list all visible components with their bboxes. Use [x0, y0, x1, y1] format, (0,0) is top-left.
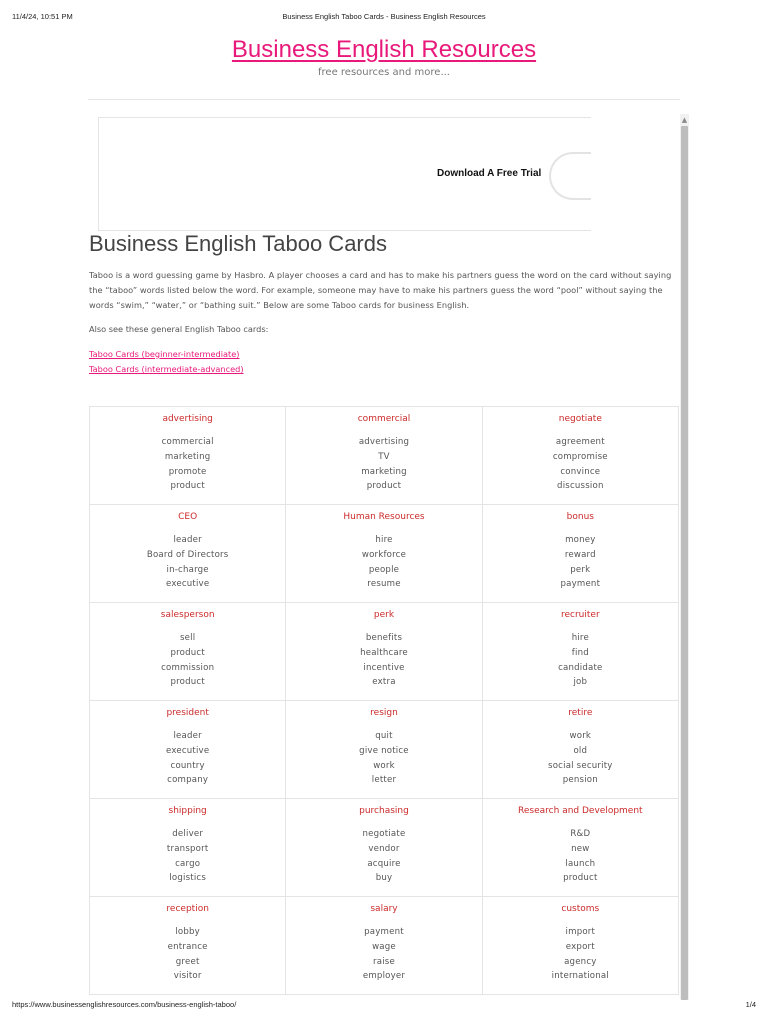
taboo-word: payment [560, 579, 601, 590]
taboo-word: perk [570, 564, 591, 575]
taboo-word: workforce [361, 549, 407, 560]
link-taboo-beginner[interactable]: Taboo Cards (beginner-intermediate) [89, 349, 240, 359]
card-word: CEO [178, 512, 198, 522]
page-title: Business English Taboo Cards [89, 231, 387, 256]
taboo-word: commercial [161, 437, 214, 447]
site-tagline: free resources and more... [318, 67, 450, 78]
taboo-word: hire [571, 633, 589, 643]
taboo-word: commission [161, 662, 215, 673]
taboo-card [90, 505, 286, 603]
taboo-word: product [170, 647, 205, 658]
taboo-word: product [563, 873, 598, 884]
taboo-word: job [573, 677, 588, 688]
taboo-word: entrance [167, 941, 208, 952]
taboo-word-list [483, 435, 678, 494]
taboo-word: agreement [555, 437, 605, 447]
taboo-word: old [573, 745, 588, 756]
taboo-word: executive [165, 745, 210, 756]
taboo-word: give notice [359, 745, 409, 756]
taboo-word: launch [565, 858, 596, 869]
taboo-word: Board of Directors [146, 549, 229, 560]
taboo-card [483, 603, 679, 701]
print-footer [12, 1000, 756, 1010]
taboo-word-list [90, 729, 285, 788]
taboo-word: resume [367, 579, 401, 590]
taboo-word-list [483, 827, 678, 886]
taboo-word: sell [179, 633, 196, 643]
taboo-word-list [90, 631, 285, 690]
print-datetime: 11/4/24, 10:51 PM [12, 12, 73, 21]
intro-paragraph: Taboo is a word guessing game by Hasbro. A player chooses a card and has to make his partners guess the word on the card without saying the “taboo” words listed below the word. For example, someone may have to make his partners guess the word “pool” without saying the words “swim,” “water,” or “bathing suit.” Below are some Taboo cards for business English. [89, 270, 672, 310]
taboo-card [483, 407, 679, 505]
taboo-word: product [170, 677, 205, 688]
taboo-word: candidate [558, 662, 603, 673]
taboo-word-list [286, 533, 481, 592]
taboo-word: incentive [363, 662, 405, 673]
site-title-link[interactable]: Business English Resources [231, 36, 537, 63]
taboo-word: logistics [169, 873, 207, 884]
taboo-word-list [483, 925, 678, 984]
card-word: advertising [162, 414, 213, 424]
article [89, 230, 679, 377]
taboo-word: healthcare [360, 647, 408, 658]
taboo-word: lobby [175, 927, 200, 937]
taboo-word-list [286, 631, 481, 690]
card-word: salary [370, 904, 398, 914]
taboo-word: discussion [557, 481, 604, 492]
taboo-word-list [90, 925, 285, 984]
taboo-word: negotiate [362, 829, 406, 839]
taboo-word: deliver [172, 829, 204, 839]
taboo-card [286, 505, 482, 603]
taboo-word: export [565, 941, 595, 952]
taboo-word: convince [560, 466, 601, 477]
card-word: shipping [168, 806, 207, 816]
taboo-word-list [483, 533, 678, 592]
taboo-word: advertising [358, 437, 410, 447]
taboo-word: marketing [164, 451, 211, 462]
taboo-word: work [569, 731, 592, 741]
card-word: bonus [566, 512, 594, 522]
taboo-word: greet [175, 956, 200, 967]
taboo-word: executive [165, 579, 210, 590]
ad-banner[interactable] [98, 117, 591, 231]
card-word: customs [561, 904, 600, 914]
taboo-card [286, 897, 482, 995]
card-word: commercial [357, 414, 411, 424]
taboo-card [286, 407, 482, 505]
taboo-card [286, 799, 482, 897]
card-word: negotiate [558, 414, 602, 424]
taboo-word: quit [375, 731, 393, 741]
print-page-number: 1/4 [745, 1000, 756, 1009]
ad-decoration [549, 152, 591, 200]
taboo-card [90, 799, 286, 897]
taboo-word-list [286, 729, 481, 788]
taboo-word: extra [372, 677, 396, 688]
taboo-word: compromise [552, 451, 608, 462]
taboo-word: work [373, 760, 395, 771]
taboo-card [90, 897, 286, 995]
taboo-word: letter [371, 775, 397, 786]
card-word: reception [166, 904, 209, 914]
taboo-word: promote [168, 466, 207, 477]
taboo-links [89, 347, 679, 377]
taboo-word-list [483, 631, 678, 690]
taboo-word: buy [375, 873, 393, 884]
print-header [12, 12, 756, 22]
card-word: resign [370, 708, 398, 718]
taboo-word: new [571, 843, 590, 854]
taboo-card [90, 701, 286, 799]
taboo-word: pension [562, 775, 598, 786]
taboo-word: agency [564, 956, 597, 967]
also-see-text: Also see these general English Taboo cards: [89, 324, 269, 334]
taboo-word: visitor [173, 971, 202, 982]
taboo-word: country [170, 760, 205, 771]
scrollbar[interactable] [680, 114, 689, 1000]
print-url: https://www.businessenglishresources.com/business-english-taboo/ [12, 1000, 237, 1009]
scrollbar-thumb[interactable] [681, 126, 688, 1000]
taboo-card [286, 603, 482, 701]
taboo-word: acquire [367, 858, 401, 869]
taboo-word: international [551, 971, 609, 982]
card-word: salesperson [160, 610, 215, 620]
taboo-word: leader [173, 535, 202, 545]
taboo-word-list [483, 729, 678, 788]
taboo-card [483, 505, 679, 603]
taboo-card [483, 701, 679, 799]
ad-download-link[interactable]: Download A Free Trial [437, 168, 542, 179]
taboo-word: find [571, 647, 589, 658]
card-word: recruiter [560, 610, 600, 620]
taboo-word-list [286, 827, 481, 886]
card-word: perk [373, 610, 395, 620]
taboo-card [483, 897, 679, 995]
taboo-word: people [368, 564, 400, 575]
header-divider [88, 99, 680, 100]
taboo-cards-grid [89, 406, 679, 995]
taboo-card [286, 701, 482, 799]
taboo-word: raise [373, 956, 395, 967]
taboo-word-list [90, 435, 285, 494]
taboo-word: employer [362, 971, 406, 982]
taboo-word: R&D [570, 829, 591, 839]
taboo-word: leader [173, 731, 202, 741]
scroll-up-arrow-icon[interactable]: ▲ [681, 116, 688, 124]
taboo-card [90, 603, 286, 701]
card-word: retire [568, 708, 593, 718]
taboo-word: vendor [368, 843, 400, 854]
taboo-word: reward [564, 549, 596, 560]
taboo-word: marketing [361, 466, 407, 477]
site-header [0, 36, 768, 78]
taboo-word-list [90, 827, 285, 886]
card-word: purchasing [359, 806, 409, 816]
taboo-word-list [90, 533, 285, 592]
taboo-word: money [565, 535, 596, 545]
taboo-word: social security [548, 760, 613, 771]
taboo-word: transport [166, 843, 209, 854]
card-word: Human Resources [343, 512, 425, 522]
card-word: president [166, 708, 209, 718]
taboo-card [90, 407, 286, 505]
taboo-word: wage [372, 941, 396, 952]
taboo-word: in-charge [166, 564, 209, 575]
card-word: Research and Development [518, 806, 643, 816]
print-document-title: Business English Taboo Cards - Business English Resources [282, 12, 486, 21]
taboo-word: payment [364, 927, 404, 937]
taboo-word: product [366, 481, 402, 492]
taboo-word: cargo [175, 858, 201, 869]
taboo-word: TV [378, 451, 390, 462]
taboo-word: company [167, 775, 209, 786]
taboo-card [483, 799, 679, 897]
taboo-word: product [170, 481, 205, 492]
taboo-word-list [286, 435, 481, 494]
taboo-word-list [286, 925, 481, 984]
taboo-word: benefits [365, 633, 403, 643]
taboo-word: hire [375, 535, 393, 545]
link-taboo-advanced[interactable]: Taboo Cards (intermediate-advanced) [89, 364, 244, 374]
taboo-word: import [565, 927, 596, 937]
